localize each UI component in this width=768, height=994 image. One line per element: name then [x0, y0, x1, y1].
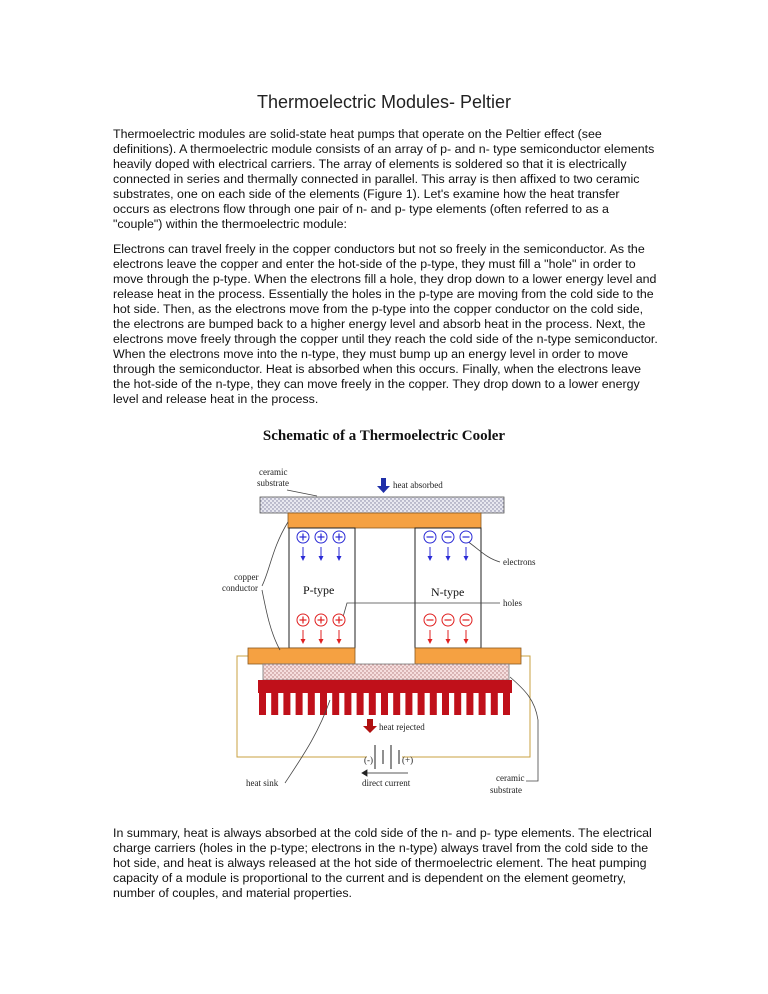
top-ceramic-substrate [260, 497, 504, 513]
label-electrons: electrons [503, 557, 536, 567]
heat-sink-fin [381, 693, 388, 715]
heat-sink-fin [332, 693, 339, 715]
heat-absorbed-arrow [377, 478, 390, 493]
heat-sink-fin [308, 693, 315, 715]
heat-sink-fin [405, 693, 412, 715]
label-direct-current: direct current [362, 778, 411, 788]
heat-sink-fin [430, 693, 437, 715]
label-copper-1: copper [234, 572, 259, 582]
electron-flow-paragraph: Electrons can travel freely in the copper conductors but not so freely in the semiconductor. As the electrons leave the copper and enter the hot-side of the p-type, they must fill a "hole" in order to move through the p-type. When the electrons fill a hole, they drop down to a lower energy level and release heat in the process. Essentially the holes in the p-type are moving from the cold side to the hot side. Then, as the electrons move from the p-type into the copper conductor on the cold side, the electrons are bumped back to a higher energy level and absorb heat in the process. Next, the electrons move freely through the copper until they reach the cold side of the n-type semiconductor. When the electrons move into the n-type, they must bump up an energy level in order to move through the semiconductor. Heat is absorbed when this occurs. Finally, when the electrons leave the hot-side of the n-type, they can move freely in the copper. They drop down to a lower energy level and release heat in the process. [113, 242, 658, 406]
label-heat-rejected: heat rejected [379, 722, 425, 732]
label-minus: (-) [364, 755, 373, 765]
heat-sink-fin [393, 693, 400, 715]
direct-current-arrow [362, 770, 408, 776]
summary-paragraph: In summary, heat is always absorbed at the cold side of the n- and p- type elements. The electrical charge carriers (holes in the p-type; electrons in the n-type) always travel from the cold side to the hot side, and heat is always released at the hot side of thermoelectric element. The heat pumping capacity of a module is proportional to the current and is dependent on the element geometry, number of couples, and material properties. [113, 826, 652, 900]
label-ceramic-substrate-bottom-2: substrate [490, 785, 522, 795]
label-holes: holes [503, 598, 522, 608]
heat-sink [258, 680, 512, 715]
label-heat-absorbed: heat absorbed [393, 480, 443, 490]
heat-sink-fin [479, 693, 486, 715]
heat-sink-fin [491, 693, 498, 715]
leader-copper-bottom [262, 590, 280, 650]
heat-sink-fin [296, 693, 303, 715]
heat-sink-fin [283, 693, 290, 715]
heat-sink-fin [503, 693, 510, 715]
heat-rejected-arrow [363, 719, 377, 733]
figure-title: Schematic of a Thermoelectric Cooler [262, 428, 506, 444]
label-copper-2: conductor [222, 583, 258, 593]
bottom-ceramic-substrate [263, 664, 509, 680]
top-copper-conductor [288, 513, 481, 528]
page-title: Thermoelectric Modules- Peltier [256, 92, 512, 112]
label-plus: (+) [402, 755, 414, 765]
heat-sink-fin [271, 693, 278, 715]
heat-sink-fin [466, 693, 473, 715]
label-ceramic-substrate-bottom-1: ceramic [496, 773, 525, 783]
bottom-copper-conductor-left [248, 648, 355, 664]
heat-sink-fin [344, 693, 351, 715]
heat-sink-fin [454, 693, 461, 715]
heat-sink-fin [369, 693, 376, 715]
heat-sink-fin [357, 693, 364, 715]
leader-copper-top [262, 522, 288, 586]
heat-sink-fin [259, 693, 266, 715]
bottom-copper-conductor-right [415, 648, 521, 664]
label-ceramic-substrate-top-1: ceramic [259, 467, 288, 477]
heat-sink-fin [418, 693, 425, 715]
battery-icon [375, 745, 399, 769]
leader-ceramic-top [287, 490, 317, 496]
heat-sink-fin [442, 693, 449, 715]
label-n-type: N-type [431, 585, 465, 599]
leader-ceramic-bottom [510, 677, 538, 781]
label-heat-sink: heat sink [246, 778, 279, 788]
label-p-type: P-type [303, 583, 335, 597]
label-ceramic-substrate-top-2: substrate [257, 478, 289, 488]
intro-paragraph: Thermoelectric modules are solid-state heat pumps that operate on the Peltier effect (see definitions). A thermoelectric module consists of an array of p- and n- type semiconductor elements heavily doped with electrical carriers. The array of elements is soldered so that it is electrically connected in series and thermally connected in parallel. This array is then affixed to two ceramic substrates, one on each side of the elements (Figure 1). Let's examine how the heat transfer occurs as electrons flow through one pair of n- and p- type elements (often referred to as a "couple") within the thermoelectric module: [113, 127, 655, 231]
